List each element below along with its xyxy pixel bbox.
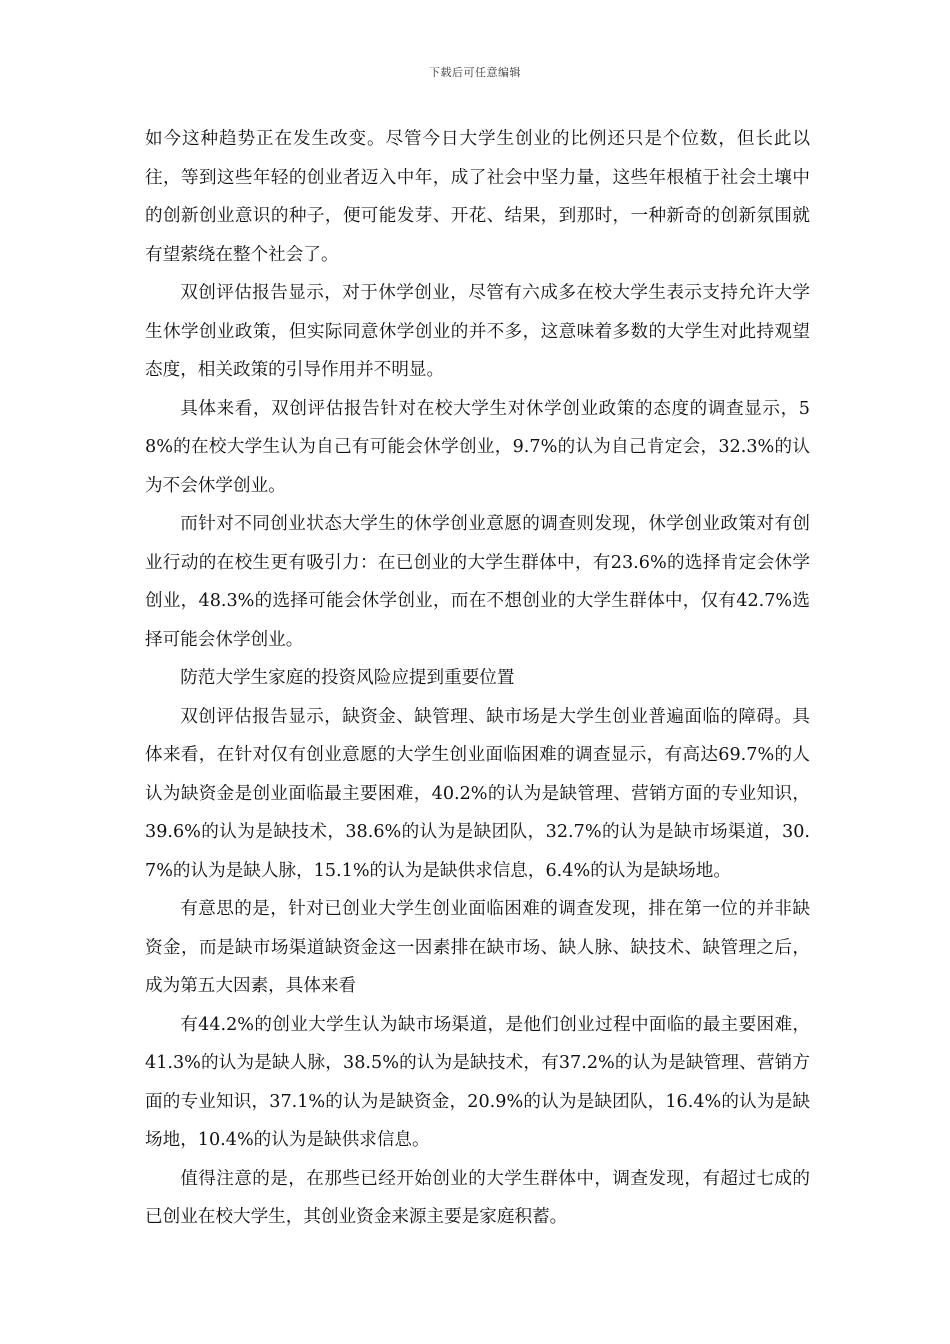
page-header: 下载后可任意编辑 <box>429 66 521 79</box>
paragraph-obstacles-survey: 双创评估报告显示，缺资金、缺管理、缺市场是大学生创业普遍面临的障碍。具体来看，在针对仅有创业意愿的大学生创业面临困难的调查显示，有高达69.7%的人认为缺资金是创业面临最主要困难，40.2%的认为是缺管理、营销方面的专业知识，39.6%的认为是缺技术，38.6%的认为是缺团队，32.7%的认为是缺市场渠道，30.7%的认为是缺人脉，15.1%的认为是缺供求信息，6.4%的认为是缺场地。 <box>145 706 810 881</box>
paragraph-willingness-survey: 而针对不同创业状态大学生的休学创业意愿的调查则发现，休学创业政策对有创业行动的在校生更有吸引力：在已创业的大学生群体中，有23.6%的选择肯定会休学创业，48.3%的选择可能会休学创业，而在不想创业的大学生群体中，仅有42.7%选择可能会休学创业。 <box>145 514 810 650</box>
paragraph-existing-founders: 有意思的是，针对已创业大学生创业面临困难的调查发现，排在第一位的并非缺资金，而是缺市场渠道缺资金这一因素排在缺市场、缺人脉、缺技术、缺管理之后，成为第五大因素，具体来看 <box>145 899 810 996</box>
section-heading-investment-risk: 防范大学生家庭的投资风险应提到重要位置 <box>180 668 515 688</box>
paragraph-attitude-survey: 具体来看，双创评估报告针对在校大学生对休学创业政策的态度的调查显示，58%的在校大学生认为自己有可能会休学创业，9.7%的认为自己肯定会，32.3%的认为不会休学创业。 <box>145 398 810 496</box>
paragraph-funding-source: 值得注意的是，在那些已经开始创业的大学生群体中，调查发现，有超过七成的已创业在校大学生，其创业资金来源主要是家庭积蓄。 <box>145 1168 810 1227</box>
document-body <box>145 120 810 1237</box>
paragraph-difficulty-breakdown: 有44.2%的创业大学生认为缺市场渠道，是他们创业过程中面临的最主要困难，41.3%的认为是缺人脉，38.5%的认为是缺技术，有37.2%的认为是缺管理、营销方面的专业知识，37.1%的认为是缺资金，20.9%的认为是缺团队，16.4%的认为是缺场地，10.4%的认为是缺供求信息。 <box>145 1014 810 1150</box>
paragraph-trend-change: 如今这种趋势正在发生改变。尽管今日大学生创业的比例还只是个位数，但长此以往，等到这些年轻的创业者迈入中年，成了社会中坚力量，这些年根植于社会土壤中的创新创业意识的种子，便可能发芽、开花、结果，到那时，一种新奇的创新氛围就有望萦绕在整个社会了。 <box>145 129 810 265</box>
paragraph-suspension-policy: 双创评估报告显示，对于休学创业，尽管有六成多在校大学生表示支持允许大学生休学创业政策，但实际同意休学创业的并不多，这意味着多数的大学生对此持观望态度，相关政策的引导作用并不明显。 <box>145 283 810 380</box>
